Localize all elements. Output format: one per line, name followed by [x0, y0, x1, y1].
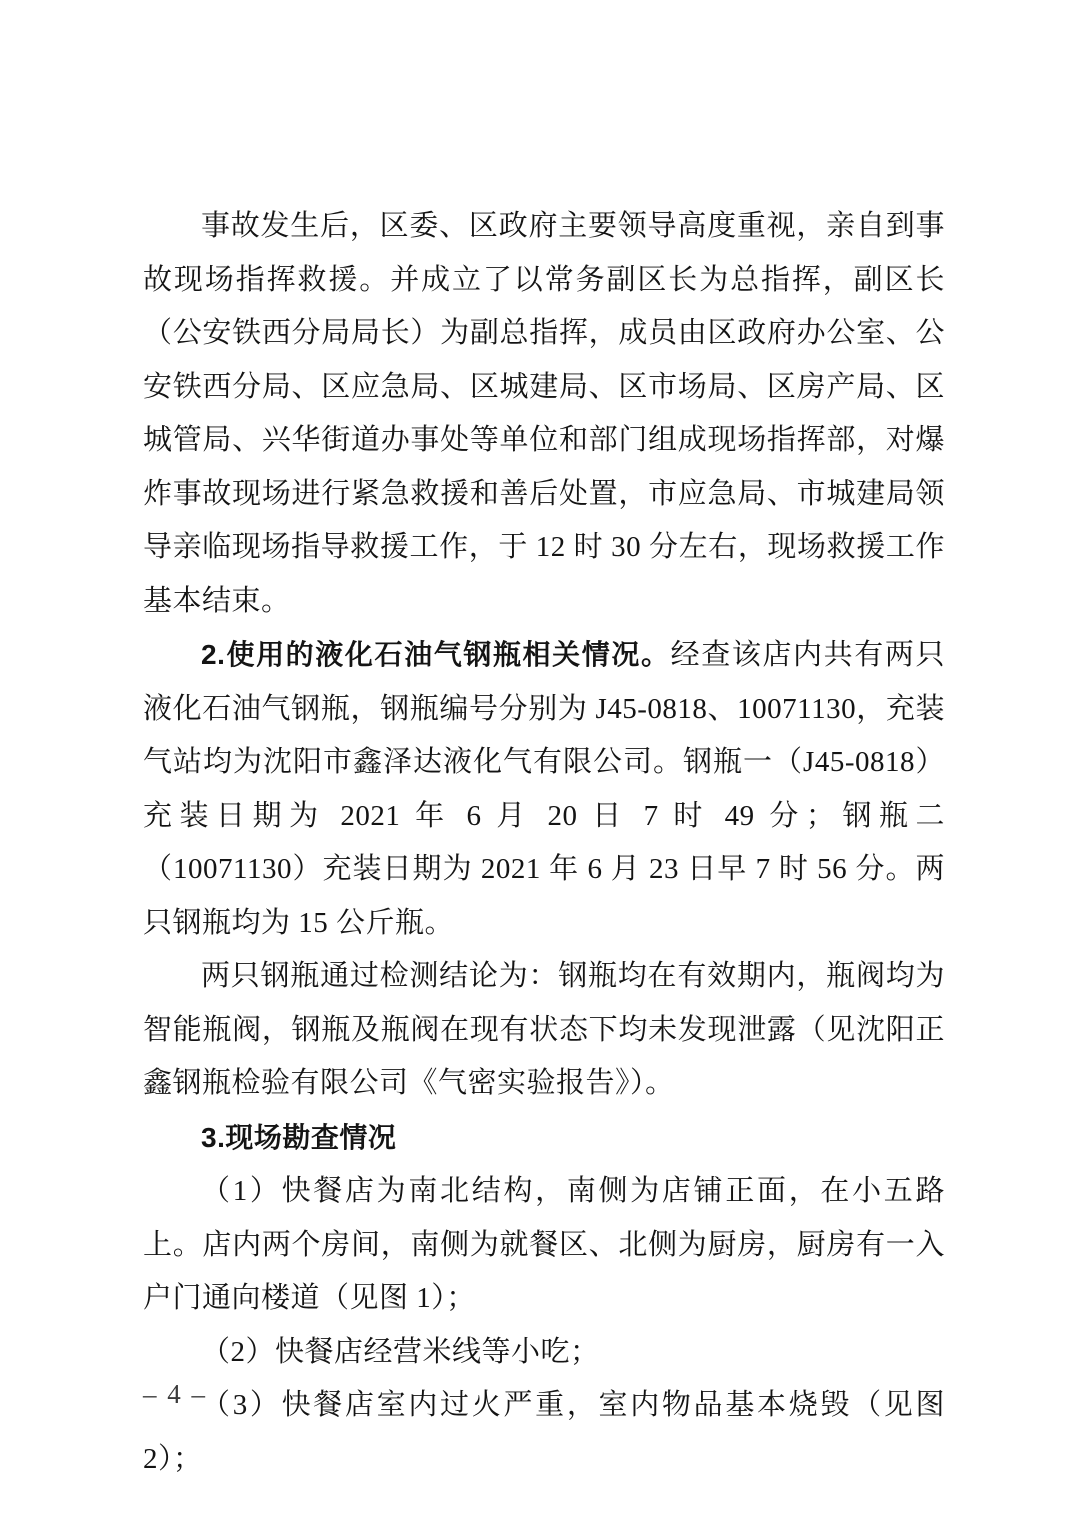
paragraph-emergency-response	[143, 200, 945, 628]
paragraph-emergency-response-text: 事故发生后，区委、区政府主要领导高度重视，亲自到事故现场指挥救援。并成立了以常务副区长为总指挥，副区长（公安铁西分局局长）为副总指挥，成员由区政府办公室、公安铁西分局、区应急局、区城建局、区市场局、区房产局、区城管局、兴华街道办事处等单位和部门组成现场指挥部，对爆炸事故现场进行紧急救援和善后处置，市应急局、市城建局领导亲临现场指导救援工作，于 12 时 30 分左右，现场救援工作基本结束。	[143, 210, 945, 617]
paragraph-item-3-fire-damage	[143, 1379, 945, 1486]
item-1-site-structure-text: （1）快餐店为南北结构，南侧为店铺正面，在小五路上。店内两个房间，南侧为就餐区、北侧为厨房，厨房有一入户门通向楼道（见图 1）；	[143, 1175, 945, 1314]
section-3-heading: 3.现场勘查情况	[201, 1121, 397, 1153]
paragraph-item-2-restaurant-business	[143, 1326, 945, 1380]
page-number: – 4 –	[143, 1379, 207, 1409]
paragraph-section-2	[143, 628, 945, 950]
document-body	[143, 200, 945, 1486]
section-2-heading: 2.使用的液化石油气钢瓶相关情况。	[201, 639, 671, 670]
paragraph-cylinder-test-results	[143, 950, 945, 1111]
paragraph-cylinder-test-results-text: 两只钢瓶通过检测结论为：钢瓶均在有效期内，瓶阀均为智能瓶阀，钢瓶及瓶阀在现有状态下均未发现泄露（见沈阳正鑫钢瓶检验有限公司《气密实验报告》）。	[143, 960, 945, 1099]
item-3-fire-damage-text: （3）快餐店室内过火严重，室内物品基本烧毁（见图 2）；	[143, 1389, 945, 1475]
section-2-body-text: 经查该店内共有两只液化石油气钢瓶，钢瓶编号分别为 J45-0818、10071130，充装气站均为沈阳市鑫泽达液化气有限公司。钢瓶一（J45-0818）充装日期为 2021 年 6 月 20 日 7 时 49 分；钢瓶二（10071130）充装日期为 2021 年 6 月 23 日早 7 时 56 分。两只钢瓶均为 15 公斤瓶。	[143, 639, 945, 939]
paragraph-section-3	[143, 1111, 945, 1166]
paragraph-item-1-site-structure	[143, 1165, 945, 1326]
item-2-restaurant-business-text: （2）快餐店经营米线等小吃；	[201, 1335, 600, 1368]
page-footer	[143, 1379, 207, 1410]
